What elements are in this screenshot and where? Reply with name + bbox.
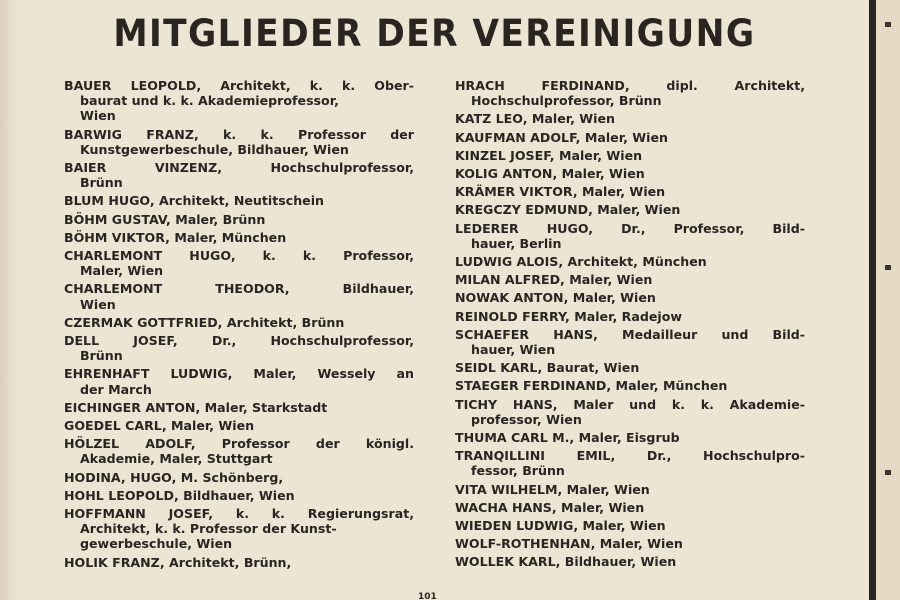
member-entry-continuation: Architekt, k. k. Professor der Kunst-: [80, 521, 337, 537]
member-entry: [455, 327, 805, 357]
member-entry-line: CZERMAK GOTTFRIED, Architekt, Brünn: [64, 314, 345, 330]
page-number: 101: [418, 592, 437, 600]
member-entry: [455, 430, 805, 445]
member-entry-line: BAUER LEOPOLD, Architekt, k. k. Ober-: [64, 78, 414, 93]
member-entry: [455, 130, 805, 145]
member-entry: [64, 281, 414, 311]
member-entry-continuation: Wien: [80, 296, 116, 312]
member-entry-line: HRACH FERDINAND, dipl. Architekt,: [455, 78, 805, 93]
member-entry: [455, 360, 805, 375]
member-entry-line: GOEDEL CARL, Maler, Wien: [64, 418, 255, 434]
member-entry-line: KOLIG ANTON, Maler, Wien: [455, 166, 645, 182]
member-entry-line: BÖHM VIKTOR, Maler, München: [64, 229, 287, 245]
member-entry-line: HOFFMANN JOSEF, k. k. Regierungsrat,: [64, 506, 414, 522]
member-entry: [64, 230, 414, 245]
member-entry: [455, 78, 805, 108]
member-entry-continuation: Hochschulprofessor, Brünn: [471, 93, 662, 109]
member-entry-continuation: der March: [80, 381, 152, 397]
member-entry: [64, 400, 414, 415]
page-left-edge-shadow: [0, 0, 18, 600]
member-entry-line: WOLF-ROTHENHAN, Maler, Wien: [455, 536, 683, 552]
member-entry-line: CHARLEMONT THEODOR, Bildhauer,: [64, 281, 414, 297]
member-entry: [64, 555, 414, 570]
member-entry-line: WOLLEK KARL, Bildhauer, Wien: [455, 554, 677, 570]
member-entry-continuation: Wien: [80, 108, 116, 124]
member-entry-line: KINZEL JOSEF, Maler, Wien: [455, 147, 643, 163]
member-entry-line: EHRENHAFT LUDWIG, Maler, Wessely an: [64, 366, 414, 382]
member-entry: [64, 470, 414, 485]
member-entry-line: KAUFMAN ADOLF, Maler, Wien: [455, 129, 668, 145]
page-frame-border: [869, 0, 876, 600]
member-entry: [455, 184, 805, 199]
margin-marks: [885, 0, 891, 600]
member-entry: [455, 166, 805, 181]
member-entry-line: KRÄMER VIKTOR, Maler, Wien: [455, 184, 666, 200]
member-entry: [64, 436, 414, 466]
member-entry-line: STAEGER FERDINAND, Maler, München: [455, 378, 728, 394]
member-entry-line: VITA WILHELM, Maler, Wien: [455, 481, 650, 497]
member-entry: [455, 221, 805, 251]
member-entry-continuation: Brünn: [80, 175, 123, 191]
members-list-left-column: [64, 78, 414, 573]
member-entry-line: TICHY HANS, Maler und k. k. Akademie-: [455, 396, 805, 412]
member-entry-line: HÖLZEL ADOLF, Professor der königl.: [64, 436, 414, 452]
member-entry-line: REINOLD FERRY, Maler, Radejow: [455, 308, 682, 324]
member-entry-line: TRANQILLINI EMIL, Dr., Hochschulpro-: [455, 448, 805, 464]
members-list-right-column: [455, 78, 805, 573]
member-entry: [64, 506, 414, 552]
member-entry-line: EICHINGER ANTON, Maler, Starkstadt: [64, 399, 328, 415]
member-entry: [64, 212, 414, 227]
member-entry-line: SCHAEFER HANS, Medailleur und Bild-: [455, 326, 805, 342]
member-entry-continuation: fessor, Brünn: [471, 463, 565, 479]
member-entry: [455, 202, 805, 217]
member-entry: [64, 488, 414, 503]
member-entry: [64, 248, 414, 278]
member-entry-line: BAIER VINZENZ, Hochschulprofessor,: [64, 160, 414, 176]
member-entry: [455, 554, 805, 569]
member-entry-line: CHARLEMONT HUGO, k. k. Professor,: [64, 248, 414, 264]
member-entry-line: BARWIG FRANZ, k. k. Professor der: [64, 126, 414, 142]
member-entry-continuation: Brünn: [80, 348, 123, 364]
member-entry: [455, 290, 805, 305]
member-entry-line: LEDERER HUGO, Dr., Professor, Bild-: [455, 220, 805, 236]
member-entry: [64, 333, 414, 363]
member-entry: [64, 366, 414, 396]
member-entry-line: LUDWIG ALOIS, Architekt, München: [455, 254, 707, 270]
member-entry-line: WIEDEN LUDWIG, Maler, Wien: [455, 518, 666, 534]
member-entry-line: KATZ LEO, Maler, Wien: [455, 111, 615, 127]
member-entry: [455, 272, 805, 287]
member-entry: [455, 148, 805, 163]
member-entry: [455, 397, 805, 427]
member-entry: [64, 418, 414, 433]
member-entry-line: HOLIK FRANZ, Architekt, Brünn,: [64, 554, 292, 570]
member-entry-line: HOHL LEOPOLD, Bildhauer, Wien: [64, 487, 295, 503]
member-entry: [64, 315, 414, 330]
member-entry: [64, 78, 414, 124]
page-title: MITGLIEDER DER VEREINIGUNG: [113, 12, 756, 55]
member-entry: [455, 500, 805, 515]
member-entry: [64, 193, 414, 208]
member-entry-continuation: hauer, Berlin: [471, 235, 562, 251]
member-entry-continuation: professor, Wien: [471, 411, 582, 427]
member-entry-line: KREGCZY EDMUND, Maler, Wien: [455, 202, 681, 218]
member-entry: [455, 482, 805, 497]
member-entry-continuation: Kunstgewerbeschule, Bildhauer, Wien: [80, 141, 349, 157]
member-entry: [455, 111, 805, 126]
member-entry: [455, 448, 805, 478]
member-entry: [64, 127, 414, 157]
member-entry-line: NOWAK ANTON, Maler, Wien: [455, 290, 656, 306]
member-entry-line: BÖHM GUSTAV, Maler, Brünn: [64, 211, 266, 227]
member-entry-line: WACHA HANS, Maler, Wien: [455, 499, 645, 515]
member-entry-line: DELL JOSEF, Dr., Hochschulprofessor,: [64, 333, 414, 349]
member-entry-line: HODINA, HUGO, M. Schönberg,: [64, 469, 284, 485]
member-entry-line: SEIDL KARL, Baurat, Wien: [455, 360, 640, 376]
member-entry: [64, 160, 414, 190]
member-entry-continuation: Maler, Wien: [80, 263, 164, 279]
member-entry: [455, 536, 805, 551]
member-entry-line: THUMA CARL M., Maler, Eisgrub: [455, 430, 680, 446]
member-entry: [455, 518, 805, 533]
member-entry-line: MILAN ALFRED, Maler, Wien: [455, 272, 653, 288]
member-entry: [455, 378, 805, 393]
member-entry-continuation: baurat und k. k. Akademieprofessor,: [80, 93, 339, 109]
member-entry-continuation: hauer, Wien: [471, 342, 556, 358]
member-entry-continuation: gewerbeschule, Wien: [80, 536, 233, 552]
member-entry-continuation: Akademie, Maler, Stuttgart: [80, 451, 273, 467]
member-entry: [455, 309, 805, 324]
member-entry-line: BLUM HUGO, Architekt, Neutitschein: [64, 193, 325, 209]
member-entry: [455, 254, 805, 269]
